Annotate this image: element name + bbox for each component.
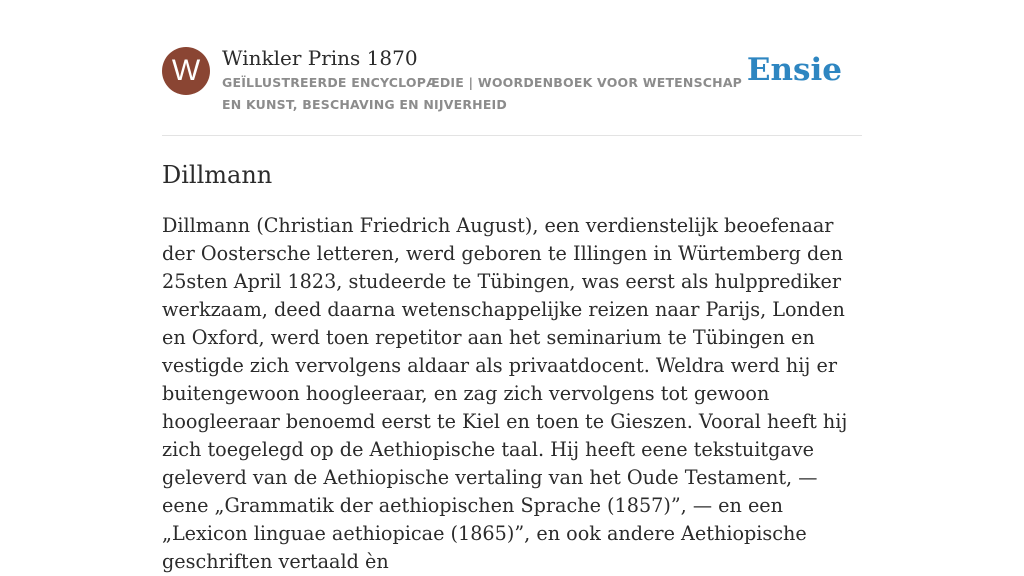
source-header bbox=[162, 44, 862, 136]
source-subtitle: GEÏLLUSTREERDE ENCYCLOPÆDIE | WOORDENBOEK VOOR WETENSCHAP EN KUNST, BESCHAVING EN NIJVERHEID bbox=[222, 75, 743, 112]
source-avatar[interactable]: W bbox=[162, 47, 210, 95]
source-info bbox=[222, 44, 752, 116]
article-title: Dillmann bbox=[162, 161, 273, 189]
article-body: Dillmann (Christian Friedrich August), een verdienstelijk beoefenaar der Oostersche letteren, werd geboren te Illingen in Würtemberg den 25sten April 1823, studeerde te Tübingen, was eerst als hulpprediker werkzaam, deed daarna wetenschappelijke reizen naar Parijs, Londen en Oxford, werd toen repetitor aan het seminarium te Tübingen en vestigde zich vervolgens aldaar als privaatdocent. Weldra werd hij er buitengewoon hoogleeraar, en zag zich vervolgens tot gewoon hoogleeraar benoemd eerst te Kiel en toen te Gieszen. Vooral heeft hij zich toegelegd op de Aethiopische taal. Hij heeft eene tekstuitgave geleverd van de Aethiopische vertaling van het Oude Testament, — eene „Grammatik der aethiopischen Sprache (1857)”, — en een „Lexicon linguae aethiopicae (1865)”, en ook andere Aethiopische geschriften vertaald èn bbox=[162, 214, 848, 573]
ensie-logo[interactable]: Ensie bbox=[746, 52, 842, 88]
source-title-link[interactable]: Winkler Prins 1870 bbox=[222, 46, 418, 70]
